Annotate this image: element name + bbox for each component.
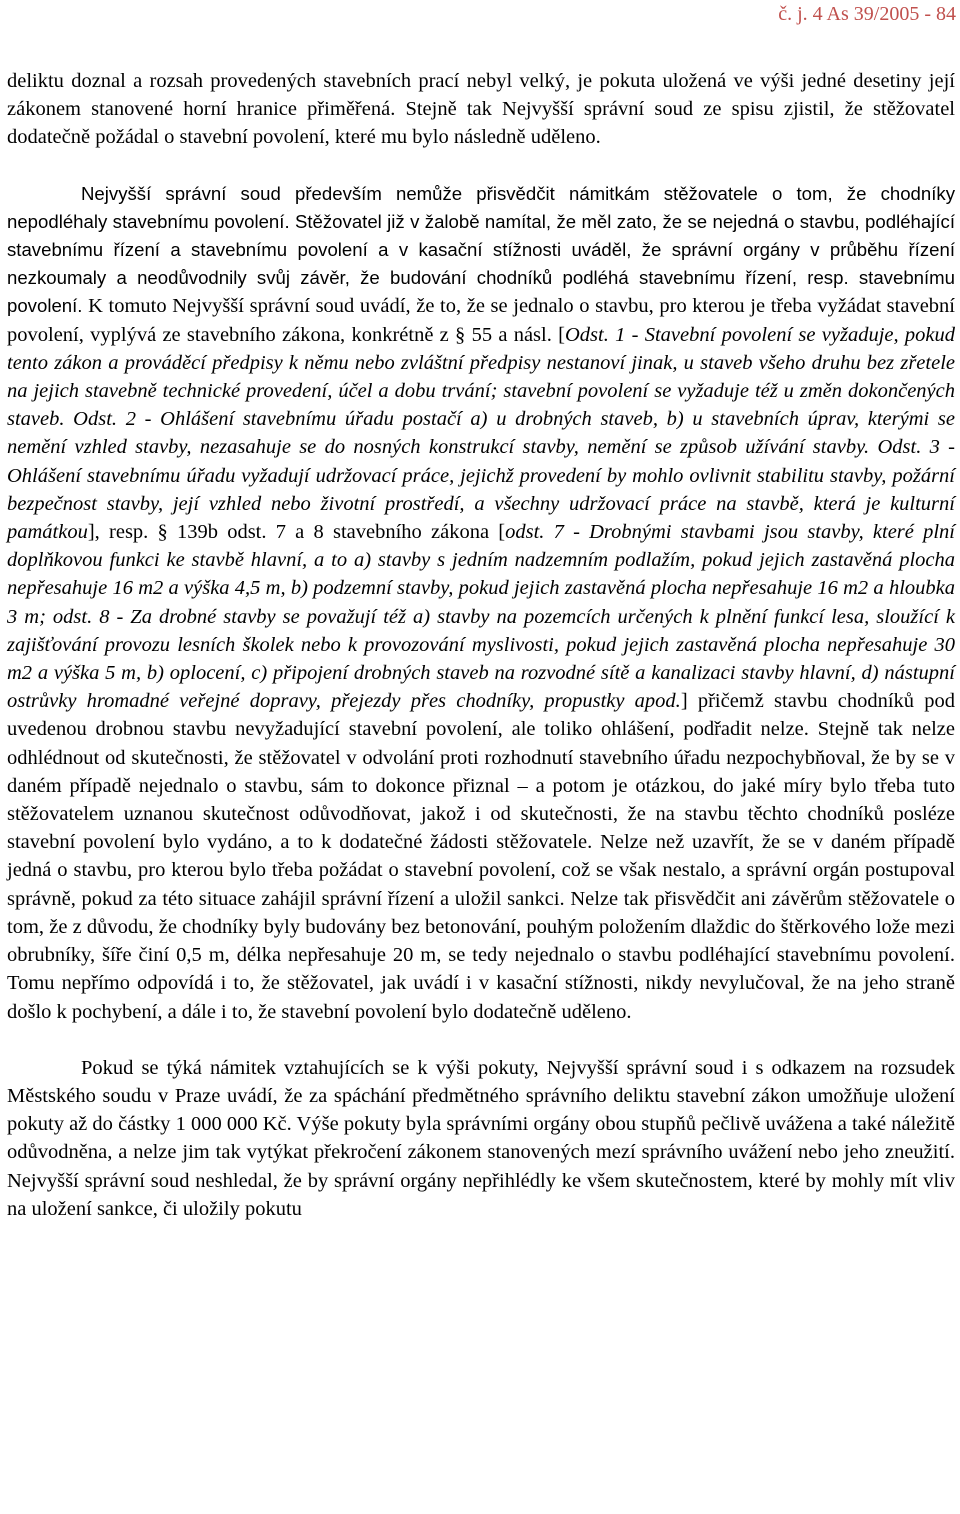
statute-quote: odst. 7 - Drobnými stavbami jsou stavby, které plní doplňkovou funkci ke stavbě hlavní, a to a) stavby s jedním nadzemním podlažím, pokud jejich zastavěná plocha nepřesahuje 16 m2 a výška 4,5 m, b) podzemní stavby, pokud jejich zastavěná plocha nepřesahuje 16 m2 a hloubka 3 m; odst. 8 - Za drobné stavby se považují též a) stavby na pozemcích určených k plnění funkcí lesa, sloužící k zajišťování provozu lesních školek nebo k provozování myslivosti, pokud jejich zastavěná plocha nepřesahuje 30 m2 a výška 5 m, b) oplocení, c) připojení drobných staveb na rozvodné sítě a kanalizaci stavby hlavní, d) nástupní ostrůvky hromadné veřejné dopravy, přejezdy přes chodníky, propustky apod. (7, 521, 955, 713)
text-run: ] přičemž stavbu chodníků pod uvedenou drobnou stavbu nevyžadující stavební povolení, ale toliko ohlášení, podřadit nelze. Stejně tak nelze odhlédnout od skutečnosti, že stěžovatel v odvolání proti rozhodnutí stavebního úřadu nezpochybňoval, že by se v daném případě nejednalo o stavbu, sám to dokonce přiznal – a potom je otázkou, do jaké míry bylo třeba tuto stěžovatelem uznanou skutečnost odůvodňovat, jakož i od skutečnosti, že na stavbu těchto chodníků posléze stavební povolení bylo vydáno, a to k dodatečné žádosti stěžovatele. Nelze než uzavřít, že se v daném případě jedná o stavbu, pro kterou bylo třeba požádat o stavební povolení, což se však nestalo, a správní orgán postupoval správně, pokud za této situace zahájil správní řízení a uložil sankci. Nelze tak přisvědčit ani závěrům stěžovatele o tom, že z důvodu, že chodníky byly budovány bez betonování, pouhým položením dlaždic do štěrkového lože mezi obrubníky, šíře činí 0,5 m, délka nepřesahuje 20 m, se tedy nejednalo o stavbu podléhající stavebnímu povolení. Tomu nepřímo odpovídá i to, že stěžovatel, jak uvádí i v kasační stížnosti, nikdy nevylučoval, že na jeho straně došlo k pochybení, a dále i to, že stavební povolení bylo dodatečně uděleno. (7, 690, 955, 1023)
text-run: ], resp. § 139b odst. 7 a 8 stavebního zákona [ (87, 521, 506, 544)
document-body (7, 67, 955, 1223)
text-run: deliktu doznal a rozsah provedených stavebních prací nebyl velký, je pokuta uložená ve výši jedné desetiny její zákonem stanovené horní hranice přiměřená. Stejně tak Nejvyšší správní soud ze spisu zjistil, že stěžovatel dodatečně požádal o stavební povolení, které mu bylo následně uděleno. (7, 70, 955, 149)
paragraph-1 (7, 67, 955, 152)
text-run: K tomuto Nejvyšší správní soud uvádí, že to, že se jednalo o stavbu, pro kterou je třeba vyžádat stavební povolení, vyplývá ze stavebního zákona, konkrétně z § 55 a násl. [ (7, 295, 955, 346)
case-reference-header: č. j. 4 As 39/2005 - 84 (778, 3, 956, 25)
paragraph-2 (7, 180, 955, 1026)
paragraph-3 (7, 1054, 955, 1223)
text-run: Nejvyšší správní soud především nemůže přisvědčit námitkám stěžovatele o tom, že chodníky nepodléhaly stavebnímu povolení. Stěžovatel již v žalobě namítal, že měl zato, že se nejedná o stavbu, podléhající stavebnímu řízení a stavebnímu povolení a v kasační stížnosti uváděl, že správní orgány v průběhu řízení nezkoumaly a neodůvodnily svůj závěr, že budování chodníků podléhá stavebnímu řízení, resp. stavebnímu povolení. (7, 182, 955, 317)
statute-quote: Odst. 1 - Stavební povolení se vyžaduje, pokud tento zákon a prováděcí předpisy k němu nebo zvláštní předpisy nestanoví jinak, u staveb všeho druhu bez zřetele na jejich stavebně technické provedení, účel a dobu trvání; stavební povolení se vyžaduje též u změn dokončených staveb. Odst. 2 - Ohlášení stavebnímu úřadu postačí a) u drobných staveb, b) u stavebních úprav, kterými se nemění vzhled stavby, nezasahuje se do nosných konstrukcí stavby, nemění se způsob užívání stavby. Odst. 3 - Ohlášení stavebnímu úřadu vyžadují udržovací práce, jejichž provedení by mohlo ovlivnit stabilitu stavby, požární bezpečnost stavby, její vzhled nebo životní prostředí, a všechny udržovací práce na stavbě, která je kulturní památkou (7, 323, 955, 544)
text-run: Pokud se týká námitek vztahujících se k výši pokuty, Nejvyšší správní soud i s odkazem na rozsudek Městského soudu v Praze uvádí, že za spáchání předmětného správního deliktu stavební zákon umožňuje uložení pokuty až do částky 1 000 000 Kč. Výše pokuty byla správními orgány obou stupňů pečlivě uvážena a také náležitě odůvodněna, a nelze jim tak vytýkat překročení zákonem stanovených mezí správního uvážení nebo jeho zneužití. Nejvyšší správní soud neshledal, že by správní orgány nepřihlédly ke všem skutečnostem, které by mohly mít vliv na uložení sankce, či uložily pokutu (7, 1056, 955, 1220)
